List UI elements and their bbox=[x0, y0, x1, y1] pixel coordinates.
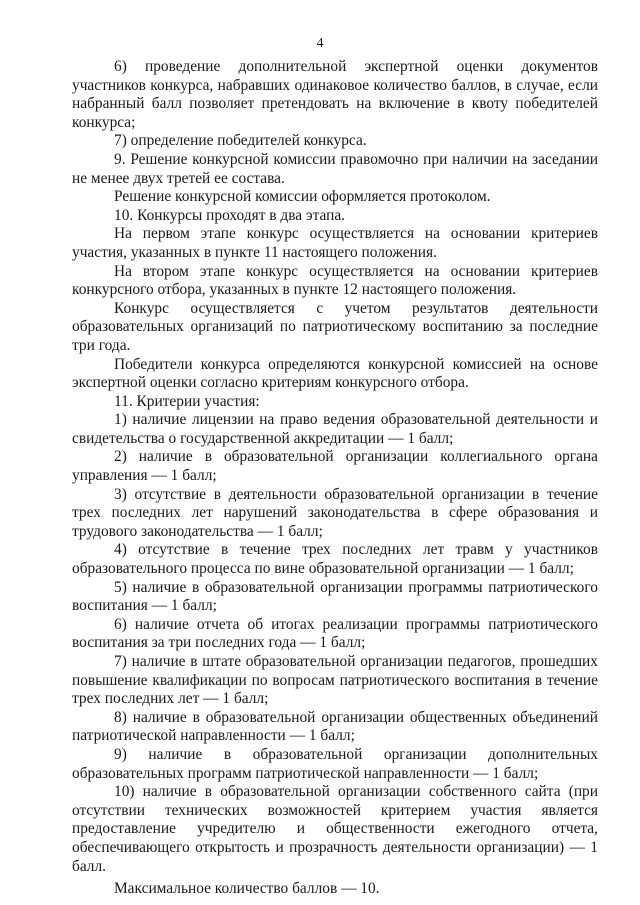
max-score: Максимальное количество баллов — 10. bbox=[114, 880, 380, 898]
paragraph-6-additional-evaluation: 6) проведение дополнительной экспертной оценки документов участников конкурса, набравших одинаковое количество баллов, в случае, если набранный балл позволяет претендовать на включение в квоту победителей конкурса; bbox=[72, 58, 598, 131]
criterion-4-no-injuries: 4) отсутствие в течение трех последних лет травм у участников образовательного процесса по вине образовательной организации — 1 балл; bbox=[72, 541, 598, 578]
paragraph-first-stage: На первом этапе конкурс осуществляется на основании критериев участия, указанных в пункте 11 настоящего положения. bbox=[72, 225, 598, 261]
criterion-7-teachers-training: 7) наличие в штате образовательной организации педагогов, прошедших повышение квалификации по вопросам патриотического воспитания в течение трех последних лет — 1 балл; bbox=[72, 653, 598, 708]
page-number: 4 bbox=[316, 36, 324, 51]
paragraph-10-two-stages: 10. Конкурсы проходят в два этапа. bbox=[114, 206, 346, 224]
paragraph-second-stage: На втором этапе конкурс осуществляется на основании критериев конкурсного отбора, указанных в пункте 12 настоящего положения. bbox=[72, 262, 598, 299]
paragraph-11-criteria-heading: 11. Критерии участия: bbox=[114, 392, 260, 410]
criterion-9-additional-programs: 9) наличие в образовательной организации дополнительных образовательных программ патриотической направленности — 1 балл; bbox=[72, 745, 598, 782]
criterion-2-collegial-body: 2) наличие в образовательной организации коллегиального органа управления — 1 балл; bbox=[72, 448, 598, 485]
paragraph-contest-results: Конкурс осуществляется с учетом результатов деятельности образовательных организаций по патриотическому воспитанию за последние три года. bbox=[72, 299, 598, 354]
criterion-8-public-associations: 8) наличие в образовательной организации общественных объединений патриотической направленности — 1 балл; bbox=[72, 708, 598, 745]
criterion-10-website: 10) наличие в образовательной организации собственного сайта (при отсутствии технических возможностей критерием участия является предоставление учредителю и общественности ежегодного отчета, обеспечивающего открытость и прозрачность деятельности организации) — 1 балл. bbox=[72, 783, 598, 875]
paragraph-winners-determined: Победители конкурса определяются конкурсной комиссией на основе экспертной оценки согласно критериям конкурсного отбора. bbox=[72, 355, 598, 392]
document-body bbox=[72, 58, 598, 899]
criterion-1-license: 1) наличие лицензии на право ведения образовательной деятельности и свидетельства о государственной аккредитации — 1 балл; bbox=[72, 411, 598, 447]
criterion-5-program: 5) наличие в образовательной организации программы патриотического воспитания — 1 балл; bbox=[72, 578, 598, 615]
paragraph-7-determine-winners: 7) определение победителей конкурса. bbox=[114, 132, 367, 150]
criterion-3-no-violations: 3) отсутствие в деятельности образовательной организации в течение трех последних лет нарушений законодательства в сфере образования и трудового законодательства — 1 балл; bbox=[72, 485, 598, 540]
paragraph-protocol: Решение конкурсной комиссии оформляется протоколом. bbox=[114, 188, 491, 206]
criterion-6-report: 6) наличие отчета об итогах реализации программы патриотического воспитания за три последних года — 1 балл; bbox=[72, 615, 598, 652]
paragraph-9-quorum: 9. Решение конкурсной комиссии правомочно при наличии на заседании не менее двух третей ее состава. bbox=[72, 150, 598, 187]
